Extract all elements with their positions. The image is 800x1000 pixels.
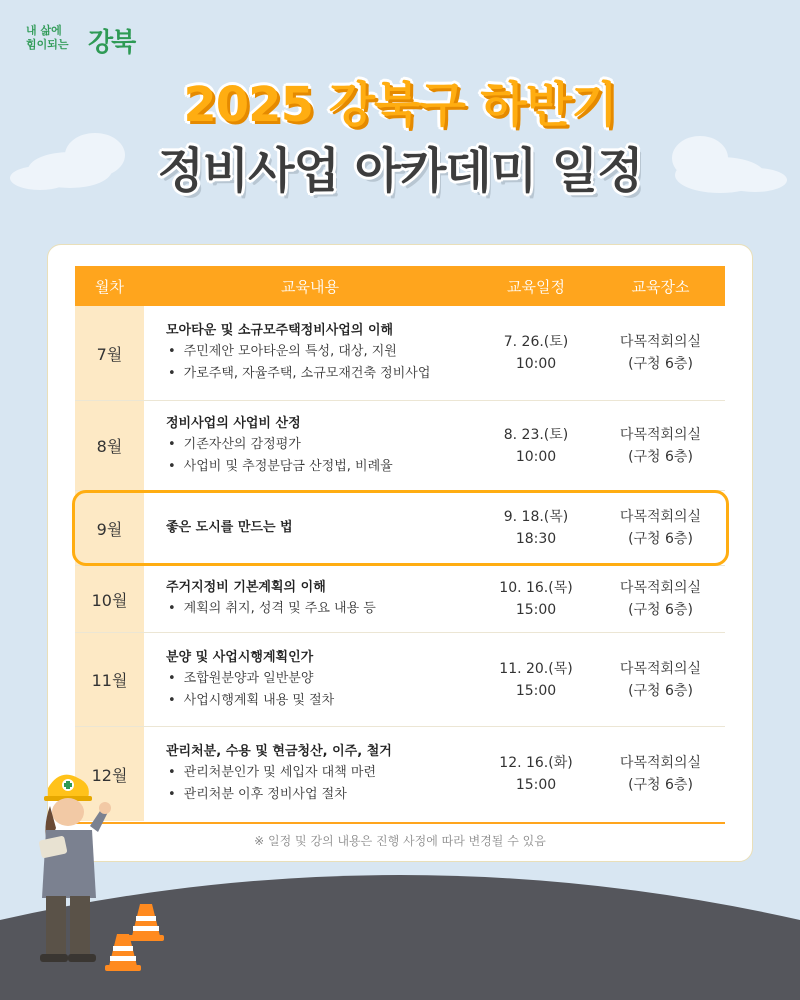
row-bullet: • 사업시행계획 내용 및 절차 bbox=[166, 690, 476, 712]
row-place-floor: (구청 6층) bbox=[628, 602, 693, 618]
row-place-name: 다목적회의실 bbox=[619, 660, 702, 677]
header-content: 교육내용 bbox=[281, 277, 339, 296]
row-place-name: 다목적회의실 bbox=[619, 426, 702, 443]
row-month: 10월 bbox=[75, 566, 144, 632]
row-date: 11. 20.(목) bbox=[499, 660, 573, 677]
row-topic: 좋은 도시를 만드는 법 bbox=[166, 520, 293, 535]
row-schedule bbox=[476, 727, 596, 821]
row-date: 7. 26.(토) bbox=[503, 334, 569, 350]
row-date: 12. 16.(화) bbox=[499, 755, 573, 771]
row-place bbox=[596, 566, 725, 632]
row-time: 10:00 bbox=[515, 448, 557, 465]
row-schedule bbox=[476, 306, 596, 400]
row-place-floor: (구청 6층) bbox=[628, 531, 693, 547]
row-time: 15:00 bbox=[515, 602, 557, 618]
row-place-name: 다목적회의실 bbox=[619, 509, 702, 525]
row-content bbox=[144, 306, 476, 400]
row-schedule bbox=[476, 566, 596, 632]
row-content bbox=[144, 566, 476, 632]
row-bullet: • 가로주택, 자율주택, 소규모재건축 정비사업 bbox=[166, 363, 476, 385]
row-place bbox=[596, 491, 725, 565]
row-place bbox=[596, 401, 725, 490]
row-time: 15:00 bbox=[515, 777, 557, 793]
construction-worker-illustration bbox=[30, 768, 120, 968]
row-topic: 관리처분, 수용 및 현금청산, 이주, 철거 bbox=[166, 744, 392, 759]
row-date: 8. 23.(토) bbox=[503, 426, 569, 443]
row-bullet: • 관리처분인가 및 세입자 대책 마련 bbox=[166, 762, 476, 784]
row-place bbox=[596, 306, 725, 400]
row-place-floor: (구청 6층) bbox=[628, 682, 693, 699]
row-place-floor: (구청 6층) bbox=[628, 448, 693, 465]
row-month: 12월 bbox=[75, 727, 144, 821]
row-content bbox=[144, 491, 476, 565]
page-title-line1: 2025 강북구 하반기 bbox=[183, 77, 617, 133]
row-content bbox=[144, 401, 476, 490]
row-place-floor: (구청 6층) bbox=[628, 356, 693, 372]
page-title-line2: 정비사업 아카데미 일정 bbox=[157, 143, 643, 199]
row-month: 9월 bbox=[75, 491, 144, 565]
logo-slogan-line1: 내 삶에 bbox=[26, 24, 62, 37]
row-bullet: • 주민제안 모아타운의 특성, 대상, 지원 bbox=[166, 341, 476, 363]
row-month: 11월 bbox=[75, 633, 144, 726]
row-time: 15:00 bbox=[515, 682, 557, 699]
row-date: 9. 18.(목) bbox=[503, 509, 569, 525]
table-row bbox=[75, 306, 725, 401]
logo-slogan bbox=[26, 24, 86, 52]
logo-slogan-line2: 힘이되는 bbox=[26, 38, 69, 51]
hill-ground bbox=[0, 860, 800, 1000]
row-topic: 주거지정비 기본계획의 이해 bbox=[166, 580, 326, 595]
row-bullet: • 사업비 및 추정분담금 산정법, 비례율 bbox=[166, 456, 476, 478]
header-month: 월차 bbox=[95, 277, 124, 296]
logo-wordmark: 강북 bbox=[88, 28, 135, 58]
row-time: 18:30 bbox=[515, 531, 557, 547]
row-time: 10:00 bbox=[515, 356, 557, 372]
row-bullet: • 조합원분양과 일반분양 bbox=[166, 668, 476, 690]
row-bullet: • 계획의 취지, 성격 및 주요 내용 등 bbox=[166, 598, 476, 620]
table-bottom-rule bbox=[75, 822, 725, 824]
header-place: 교육장소 bbox=[631, 277, 690, 296]
row-content bbox=[144, 633, 476, 726]
table-row bbox=[75, 401, 725, 491]
row-topic: 정비사업의 사업비 산정 bbox=[166, 415, 301, 431]
table-row bbox=[75, 633, 725, 727]
table-row-highlighted bbox=[75, 491, 725, 566]
row-place-name: 다목적회의실 bbox=[619, 334, 702, 350]
row-place-name: 다목적회의실 bbox=[619, 755, 702, 771]
row-date: 10. 16.(목) bbox=[499, 580, 573, 596]
schedule-table bbox=[75, 266, 725, 821]
row-schedule bbox=[476, 633, 596, 726]
row-place-name: 다목적회의실 bbox=[619, 580, 702, 596]
table-row bbox=[75, 727, 725, 821]
header-schedule: 교육일정 bbox=[507, 277, 565, 296]
row-topic: 분양 및 사업시행계획인가 bbox=[166, 649, 314, 665]
row-place bbox=[596, 633, 725, 726]
table-row bbox=[75, 566, 725, 633]
row-schedule bbox=[476, 491, 596, 565]
row-schedule bbox=[476, 401, 596, 490]
row-bullet: • 관리처분 이후 정비사업 절차 bbox=[166, 784, 476, 806]
row-month: 8월 bbox=[75, 401, 144, 490]
row-place bbox=[596, 727, 725, 821]
footnote: ※ 일정 및 강의 내용은 진행 사정에 따라 변경될 수 있음 bbox=[254, 834, 546, 848]
row-topic: 모아타운 및 소규모주택정비사업의 이해 bbox=[166, 323, 394, 338]
row-place-floor: (구청 6층) bbox=[628, 777, 693, 793]
row-content bbox=[144, 727, 476, 821]
row-bullet: • 기존자산의 감정평가 bbox=[166, 434, 476, 456]
row-month: 7월 bbox=[75, 306, 144, 400]
table-header bbox=[75, 266, 725, 306]
